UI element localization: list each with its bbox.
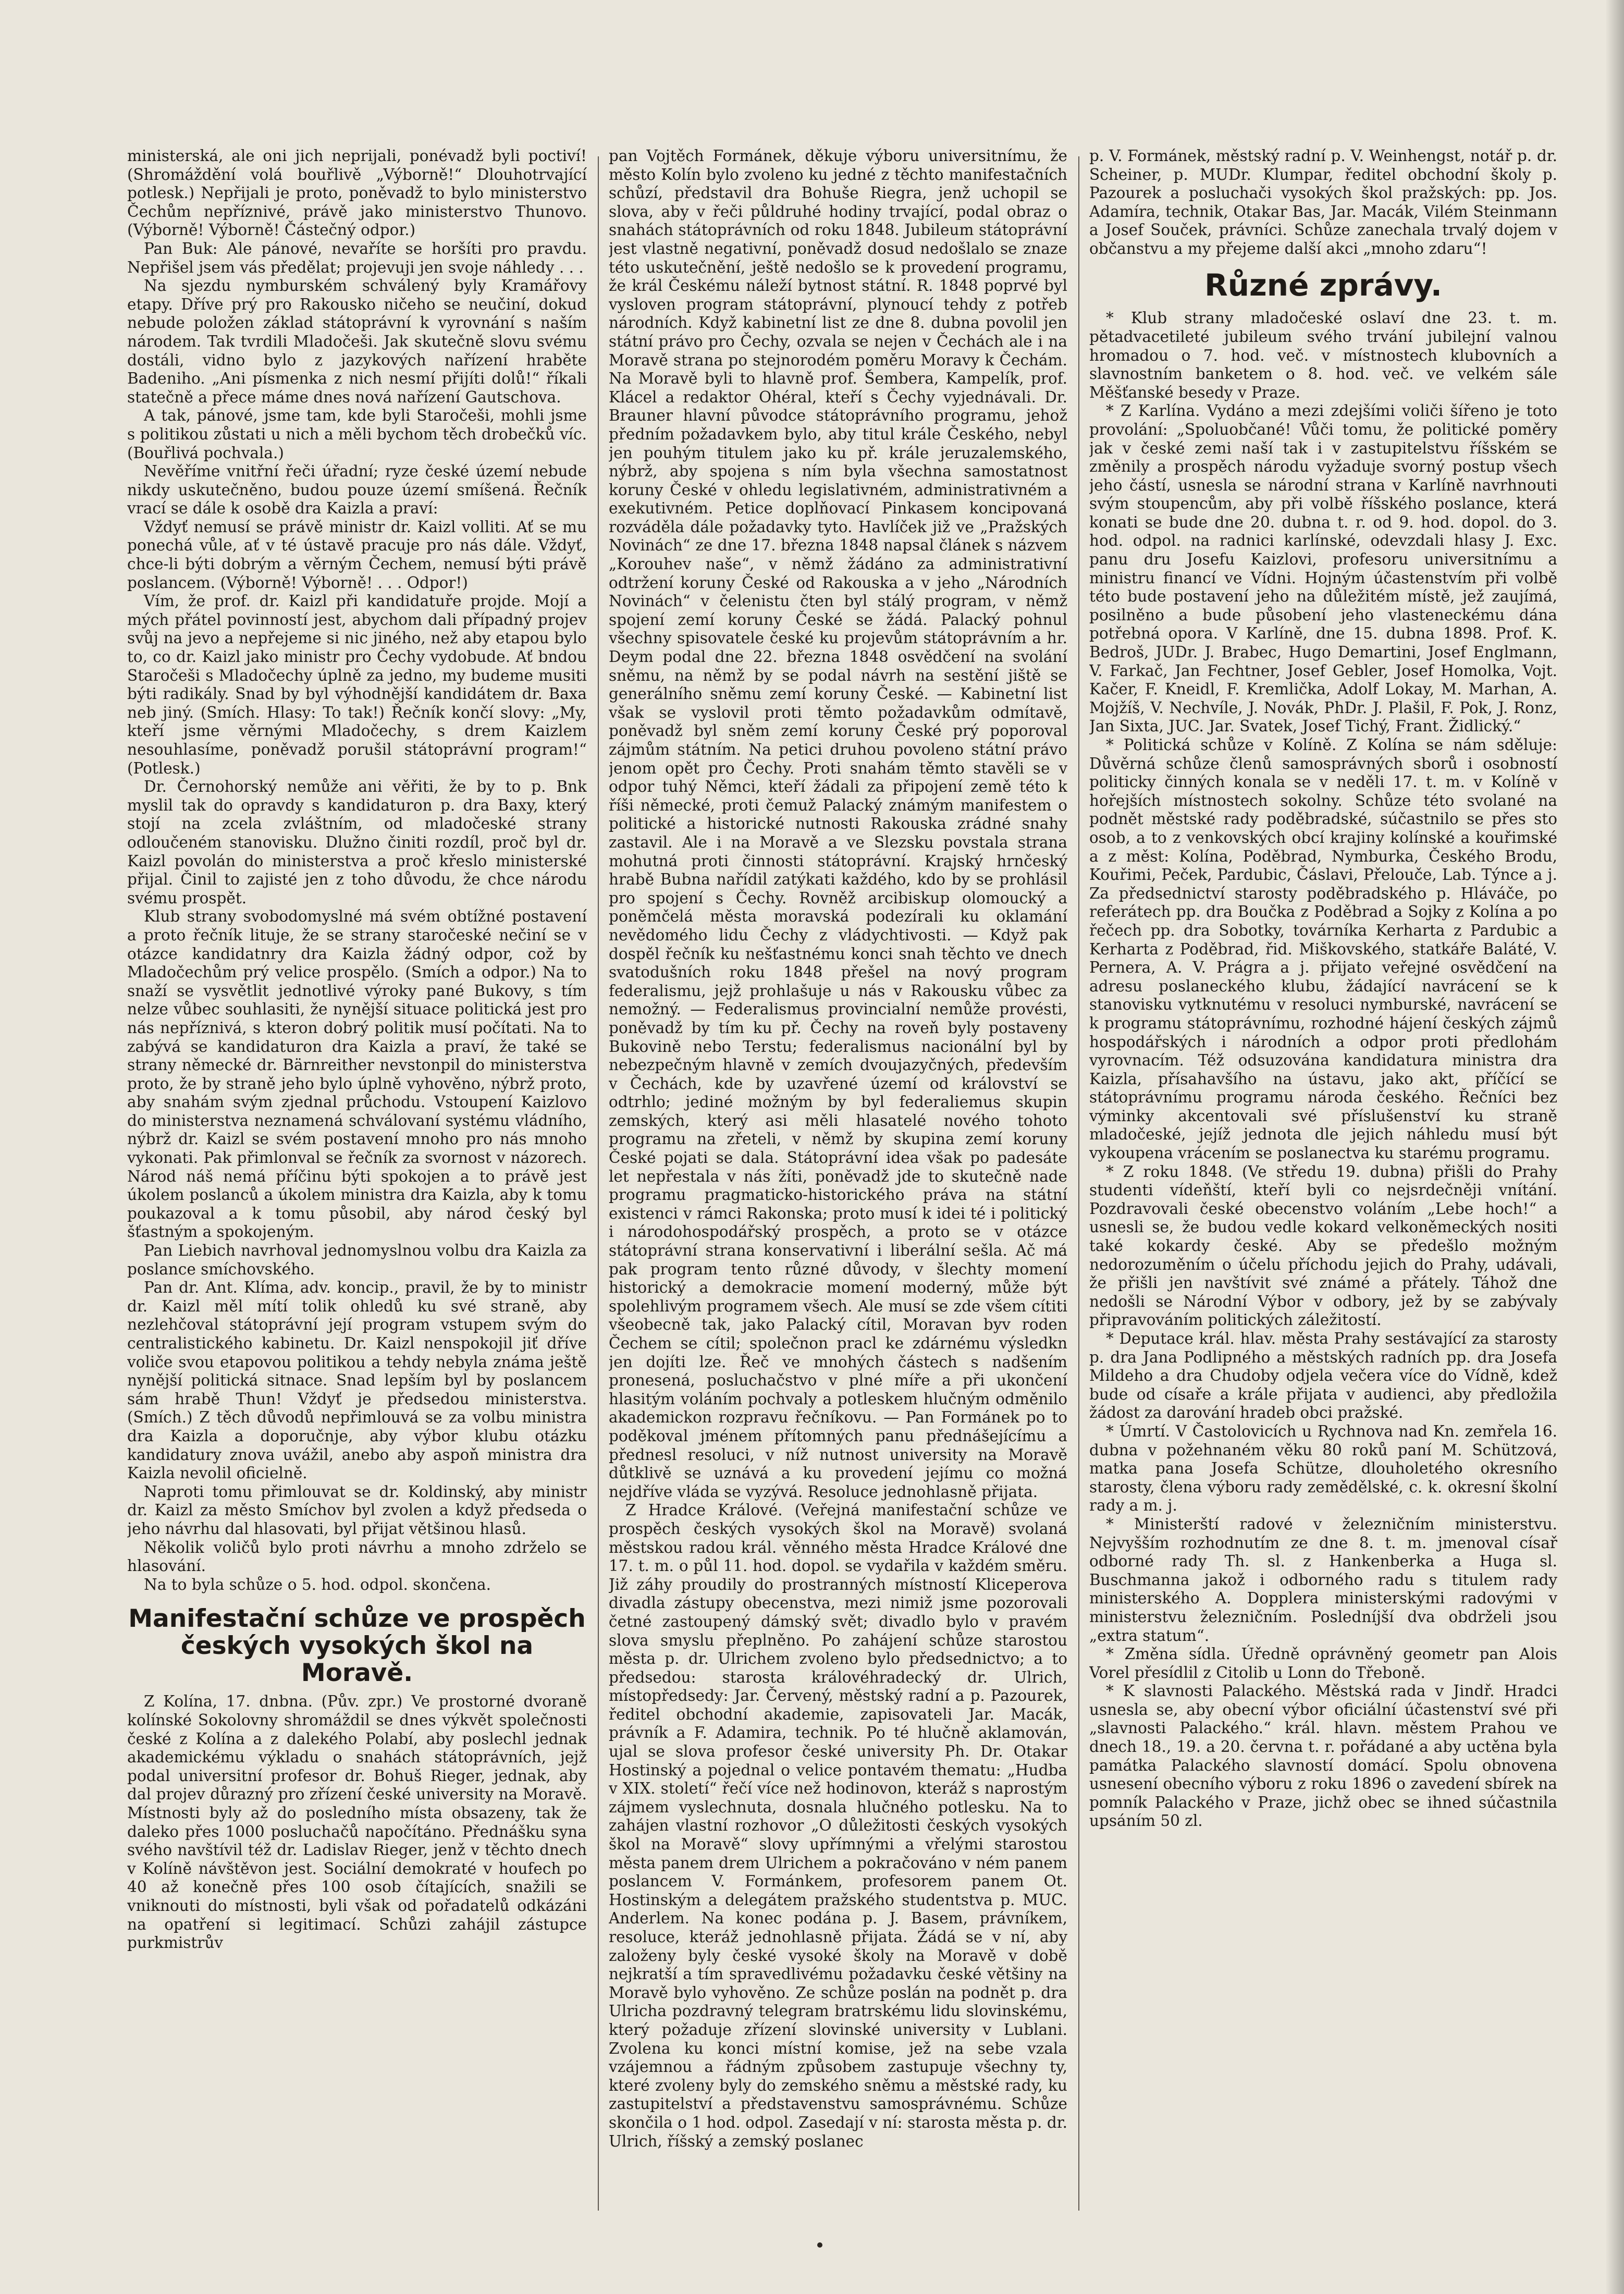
news-item: * Deputace král. hlav. města Prahy sestávající za starosty p. dra Jana Podlipného a městských radních pp. dra Josefa Mildeho a dra Chudoby odjela večera více do Vídně, kdež bude od císaře a krále přijata v audienci, aby předložila žádost za darování hradeb obci pražské. [1089, 1330, 1557, 1422]
news-item: * Z roku 1848. (Ve středu 19. dubna) přišli do Prahy studenti vídeňští, kteří byli co nejsrdečněji vnítání. Pozdravovali české obecenstvo voláním „Lebe hoch!“ a usnesli se, že budou vedle kokard velkoněmeckých nositi také kokardy české. Aby se předešlo možným nedorozuměním o účelu příchodu jejich do Prahy, udávali, že přišli jen navštívit své známé a přátely. Táhož dne nedošli se Národní Výbor v odbory, jež by se zabývaly připravováním politických záležitostí. [1089, 1162, 1557, 1329]
news-item: * Klub strany mladočeské oslaví dne 23. t. m. pětadvacetileté jubileum svého trvání jubilejní valnou hromadou o 7. hod. več. v místnostech klubovních a slavnostním banketem o 8. hod. več. ve velkém sále Měšťanské besedy v Praze. [1089, 309, 1557, 401]
paragraph: Z Hradce Králové. (Veřejná manifestační schůze ve prospěch českých vysokých škol na Moravě) svolaná městskou radou král. věnného města Hradce Králové dne 17. t. m. o půl 11. hod. dopol. se vydařila v každém směru. Již záhy proudily do prostranných místností Kliceperova divadla zástupy obecenstva, mezi nimiž jsme pozorovali četné zastoupený dámský svět; divadlo bylo v pravém slova smyslu přeplněno. Po zahájení schůze starostou města p. dr. Ulrichem zvoleno bylo předsednictvo; a to předsedou: starosta královéhradecký dr. Ulrich, místopředsedy: Jar. Červený, městský radní a p. Pazourek, ředitel obchodní akademie, zapisovateli Jar. Macák, právník a F. Adamira, technik. Po té hlučně aklamován, ujal se slova profesor české university Ph. Dr. Otakar Hostinský a pojednal o velice pontavém thematu: „Hudba v XIX. století“ řečí více než hodinovon, kteráž s naprostým zájmem vyslechnuta, dosnala hlučného potlesku. Na to zahájen vlastní rozhovor „O důležitosti českých vysokých škol na Moravě“ slovy upřímnými a vřelými starostou města panem drem Ulrichem a pokračováno v ném panem poslancem V. Formánkem, profesorem panem Ot. Hostinským a delegátem pražského studentstva p. MUC. Anderlem. Na konec podána p. J. Basem, právníkem, resoluce, kteráž jednohlasně přijata. Žádá se v ní, aby založeny byly české vysoké školy na Moravě v době nejkratší a tím spravedlivému požadavku české většiny na Moravě bylo vyhověno. Ze schůze poslán na podnět p. dra Ulricha pozdravný telegram bratrskému lidu slovinskému, který požaduje zřízení slovinské university v Lublani. Zvolena ku konci místní komise, jež na sebe vzala vzájemnou a řádným způsobem zastupuje všechny ty, které zvoleny byly do zemského sněmu a městské rady, ku zastupitelství a představenstvu samosprávnému. Schůze skončila o 1 hod. odpol. Zasedají v ní: starosta města p. dr. Ulrich, říšský a zemský poslanec [609, 1501, 1067, 2150]
column-2 [609, 147, 1067, 2220]
paragraph: Několik voličů bylo proti návrhu a mnoho zdrželo se hlasování. [127, 1538, 587, 1575]
paragraph: Vždyť nemusí se právě ministr dr. Kaizl volliti. Ať se mu ponechá vůle, ať v té ústavě pracuje pro nás dále. Vždyť, chce-li býti dobrým a věrným Čechem, nemusí býti právě poslancem. (Výborně! Výborně! . . . Odpor!) [127, 518, 587, 592]
page-mark-dot [817, 2242, 822, 2248]
section-heading-manifestacni-schuze: Manifestační schůze ve prospěch českých vysokých škol na Moravě. [128, 1604, 586, 1687]
column-3 [1089, 147, 1557, 2220]
page-edge-shadow [1605, 0, 1624, 2294]
paragraph: Pan Buk: Ale pánové, nevaříte se horšíti pro pravdu. Nepřišel jsem vás předělat; projevuji jen svoje náhledy . . . [127, 239, 587, 276]
paragraph: Na sjezdu nymburském schválený byly Kramářovy etapy. Dříve prý pro Rakousko ničeho se neučiní, dokud nebude položen základ státoprávní k vyrovnání s naším národem. Tak tvrdili Mladočeši. Jak skutečně slovu svému dostáli, vidno bylo z jazykových nařízení hraběte Badeniho. „Ani písmenka z nich nesmí přijíti dolů!“ říkali statečně a přece máme dnes nová nařízení Gautschova. [127, 277, 587, 406]
column-rule-1 [598, 156, 599, 2211]
news-item: * Politická schůze v Kolíně. Z Kolína se nám sděluje: Důvěrná schůze členů samosprávných sborů i osobností politicky činných konala se v neděli 17. t. m. v Kolíně v hořejších místnostech sokolny. Schůze této svolané na podnět městské rady poděbradské, súčastnilo se přes sto osob, a to z venkovských obcí krajiny kolínské a kouřimské a z měst: Kolína, Poděbrad, Nymburka, Českého Brodu, Kouřimi, Peček, Pardubic, Čáslavi, Přelouče, Lab. Týnce a j. Za předsednictví starosty poděbradského p. Hláváče, po referátech pp. dra Boučka z Poděbrad a Sojky z Kolína a po řečech pp. dra Sobotky, továrníka Kerharta z Pardubic a Kerharta z Poděbrad, řid. Miškovského, statkáře Baláté, V. Pernera, A. V. Prágra a j. přijato veřejné osvědčení na adresu poslaneckého klubu, žádající navrácení se k stanovisku vytknutému v resoluci nymburské, navrácení se k programu státoprávnímu, rozhodné hájení českých zájmů hospodářských i národních a odpor proti předlohám vyrovnacím. Též odsuzována kandidatura ministra dra Kaizla, přísahavšího na ústavu, jako akt, příčící se státoprávnímu programu národa českého. Řečníci bez výminky akcentovali své příslušenství ku straně mladočeské, jejíž jednota dle jejich náhledu musí být vykoupena vrácením se poslanectva ku starému programu. [1089, 736, 1557, 1162]
paragraph: ministerská, ale oni jich neprijali, ponévadž byli poctiví! (Shromáždění volá bouřlivě „Výborně!“ Dlouhotrvající potlesk.) Nepřijali je proto, poněvadž to bylo ministerstvo Čechům nepříznivé, právě jako ministerstvo Thunovo. (Výborně! Výborně! Částečný odpor.) [127, 147, 587, 239]
paragraph: Z Kolína, 17. dnbna. (Pův. zpr.) Ve prostorné dvoraně kolínské Sokolovny shromáždil se dnes výkvět společnosti české z Kolína a z dalekého Polabí, aby poslechl jednak akademickému výkladu o snahách státoprávních, jejž podal universitní profesor dr. Bohuš Rieger, jednak, aby dal projev důrazný pro zřízení české university na Moravě. Místnosti byly až do posledního místa obsazeny, tak že daleko přes 1000 posluchačů napočítáno. Přednášku syna svého navštívil též dr. Ladislav Rieger, jenž v těchto dnech v Kolíně návštěvon jest. Sociální demokraté v houfech po 40 až konečně přes 100 osob čítajících, snažili se vniknouti do místnosti, byli však od pořadatelů odkázáni na opatření si legitimací. Schůzi zahájil zástupce purkmistrův [127, 1692, 587, 1952]
paragraph: Pan dr. Ant. Klíma, adv. koncip., pravil, že by to ministr dr. Kaizl měl mítí tolik ohledů ku své straně, aby nezlehčoval státoprávní její program vstupem svým do centralistického kabinetu. Dr. Kaizl nenspokojil jiť dříve voliče svou etapovou politikou a tehdy nebyla známa ještě nynější politická sitnace. Snad lepším byl by poslancem sám hrabě Thun! Vždyť je předsedou ministerstva. (Smích.) Z těch důvodů nepřimlouvá se za volbu ministra dra Kaizla a doporučnje, aby výbor klubu otázku kandidatury znova uvážil, anebo aby aspoň ministra dra Kaizla nevolil oficielně. [127, 1279, 587, 1482]
paragraph: A tak, pánové, jsme tam, kde byli Staročeši, mohli jsme s politikou zůstati u nich a měli bychom těch drobečků víc. (Bouřlivá pochvala.) [127, 407, 587, 462]
paragraph: Dr. Černohorský nemůže ani věřiti, že by to p. Bnk myslil tak do opravdy s kandidaturon p. dra Baxy, který stojí na zcela zvláštním, od mladočeské strany odloučeném stanovisku. Dlužno činiti rozdíl, proč byl dr. Kaizl povolán do ministerstva a proč křeslo ministerské přijal. Činil to zajisté jen z toho důvodu, že chce národu svému prospět. [127, 778, 587, 907]
paragraph: p. V. Formánek, městský radní p. V. Weinhengst, notář p. dr. Scheiner, p. MUDr. Klumpar, ředitel obchodní školy p. Pazourek a posluchači vysokých škol pražských: pp. Jos. Adamíra, technik, Otakar Bas, Jar. Macák, Vilém Steinmann a Josef Souček, právníci. Schůze zanechala trvalý dojem v občanstvu a my přejeme další akci „mnoho zdaru“! [1089, 147, 1557, 257]
paragraph: Pan Liebich navrhoval jednomyslnou volbu dra Kaizla za poslance smíchovského. [127, 1242, 587, 1278]
news-item: * Z Karlína. Vydáno a mezi zdejšími voliči šířeno je toto provolání: „Spoluobčané! Vůči tomu, že politické poměry jak v české zemi naší tak i v zastupitelstvu říšském se změnily a prospěch národu vyžaduje svorný postup všech jeho částí, usnesla se národní strana v Karlíně navrhnouti svým stoupencům, aby při volbě říšského poslance, která konati se bude dne 20. dubna t. r. od 9. hod. dopol. do 3. hod. odpol. na radnici karlínské, odevzdali hlasy J. Exc. panu dru Josefu Kaizlovi, profesoru universitnímu a ministru financí ve Vídni. Hojným účastenstvím při volbě této bude postavení jeho na důležitém místě, jež zaujímá, posilněno a bude působení jeho vlasteneckému dána potřebná opora. V Karlíně, dne 15. dubna 1898. Prof. K. Bedroš, JUDr. J. Brabec, Hugo Demartini, Josef Englmann, V. Farkač, Jan Fechtner, Josef Gebler, Josef Homolka, Vojt. Kačer, F. Kneidl, F. Kremlička, Adolf Lokay, M. Marhan, A. Mojžíš, V. Nechvíle, J. Novák, PhDr. J. Plašil, F. Pok, J. Ronz, Jan Sixta, JUC. Jar. Svatek, Josef Tichý, Frant. Židlický.“ [1089, 402, 1557, 735]
paragraph: Na to byla schůze o 5. hod. odpol. skončena. [144, 1575, 491, 1593]
section-heading-ruzne-zpravy: Různé zprávy. [1204, 267, 1442, 303]
paragraph: Vím, že prof. dr. Kaizl při kandidatuře projde. Mojí a mých přátel povinností jest, abychom dali případný projev svůj na jevo a nepřejeme si nic jiného, než aby etapou bylo to, co dr. Kaizl jako ministr pro Čechy vydobude. Ať bndou Staročeši s Mladočechy úplně za jedno, my budeme musiti býti radikály. Snad by byl výhodnější kandidátem dr. Baxa neb jiný. (Smích. Hlasy: To tak!) Řečník končí slovy: „My, kteří jsme věrnými Mladočechy, s drem Kaizlem nesouhlasíme, poněvadž porušil státoprávní program!“ (Potlesk.) [127, 592, 587, 777]
news-item: * Ministerští radové v železničním ministerstvu. Nejvyšším rozhodnutím ze dne 8. t. m. jmenoval císař odborné rady Th. sl. z Hankenberka a Huga sl. Buschmanna jakož i odborného radu s titulem rady ministerského A. Dopplera ministerskými radovými v ministerstvu železničním. Posledníjší dva obdrželi jsou „extra statum“. [1089, 1515, 1557, 1645]
paragraph: Klub strany svobodomyslné má svém obtížné postavení a proto řečník lituje, že se strany staročeské nečiní se v otázce kandidatnry dra Kaizla žádný odpor, což by Mladočechům prý velice prospělo. (Smích a odpor.) Na to snaží se vysvětlit jednotlivé výroky pané Bukovy, s tím nelze vůbec souhlasiti, že nynější situace politická jest pro nás nepříznivá, s kteron dobrý politik musí počítati. Na to zabývá se kandidaturon dra Kaizla a praví, že také se strany německé dr. Bärnreither nevstonpil do ministerstva proto, že by straně jeho bylo úplně vyhověno, nýbrž proto, aby snahám svým zjednal průchodu. Vstoupení Kaizlovo do ministerstva neznamená schválovaní systému vládního, nýbrž dr. Kaizl se svém postavení mnoho pro nás mnoho vykonati. Pak přimlonval se řečník za svornost v názorech. Národ náš nemá příčinu býti spokojen a to právě jest úkolem poslanců a úkolem ministra dra Kaizla, aby k tomu poukazoval a k tomu působil, aby národ český byl šťastným a spokojeným. [127, 907, 587, 1241]
column-rule-2 [1078, 156, 1079, 2211]
news-item: * Změna sídla. Úředně oprávněný geometr pan Alois Vorel přesídlil z Citolib u Lonn do Třeboně. [1089, 1645, 1557, 1682]
paragraph: pan Vojtěch Formánek, děkuje výboru universitnímu, že město Kolín bylo zvoleno ku jedné z těchto manifestačních schůzí, představil dra Bohuše Riegra, jenž uchopil se slova, aby v řeči půldruhé hodiny trvající, podal obraz o snahách státoprávních od roku 1848. Jubileum státoprávní jest vlastně negativní, poněvadž dosud nedošlalo se znaze této uskutečnění, ještě nedošlo se k provedení programu, že král Českému náleží bytnost státní. R. 1848 poprvé byl vysloven program státoprávní, plynoucí tehdy z potřeb národních. Když kabinetní list ze dne 8. dubna povolil jen státní právo pro Čechy, ozvala se nejen v Čechách ale i na Moravě strana po stejnorodém poměru Moravy k Čechám. Na Moravě byli to hlavně prof. Šembera, Kampelík, prof. Klácel a redaktor Ohéral, kteří s Čechy vyjednávali. Dr. Brauner hlavní původce státoprávního programu, jehož předním požadavkem bylo, aby titul krále Českého, nebyl jen pouhým titulem jako ku př. krále jeruzalemského, nýbrž, aby spojena s ním byla všechna samostatnost koruny České v ohledu legislativném, administrativném a exekutivném. Petice doplňovací Pinkasem koncipovaná rozváděla dále požadavky tyto. Havlíček již ve „Pražských Novinách“ ze dne 17. března 1848 napsal článek s názvem „Korouhev naše“, v němž žádáno za administrativní odtržení koruny České od Rakouska a v jeho „Národních Novinách“ v čelenistu čten byl stálý program, v němž spojení zemí koruny České se žádá. Palacký pohnul všechny spisovatele české ku projevům státoprávním a hr. Deym podal dne 22. března 1848 osvědčení na svolání sněmu, na němž by se podal návrh na sestění jiště se generálního sněmu zemí koruny České. — Kabinetní list však se vyslovil proti těmto požadavkům odmítavě, poněvadž byl sněm zemí koruny České prý poporoval zájmům státním. Na petici druhou povoleno státní právo jenom opět pro Čechy. Proti snahám těmto stavěli se v odpor tuhý Němci, kteří žádali za připojení země této k říši německé, proti čemuž Palacký známým manifestem o politické a historické nutnosti Rakouska zrádné snahy zastavil. Ale i na Moravě a ve Slezsku povstala strana mohutná proti činnosti státoprávní. Krajský hrnčeský hrabě Bubna nařídil zatýkati každého, kdo by se prohlásil pro spojení s Čechy. Rovněž arcibiskup olomoucký a poněmčelá města moravská podezírali ku oklamání nevědomého lidu Čechy z vládychtivosti. — Když pak dospěl řečník ku nešťastnému konci snah těchto ve dnech svatodušních roku 1848 přešel na nový program federalismu, jejž prohlašuje u nás v Rakousku vůbec za nemožný. — Federalismus provincialní nemůže provésti, poněvadž by tím ku př. Čechy na roveň byly postaveny Bukovině nebo Terstu; federalismus nacionální byl by nebezpečným hlavně v zemích dvoujazyčných, především v Čechách, kde by uzavřené území od království se odtrhlo; jediné možným by byl federaliemus skupin zemských, který asi měli hlasatelé nového tohoto programu na zřeteli, v němž by skupina zemí koruny České pojati se dala. Státoprávní idea však po padesáte let nepřestala v nás žíti, poněvadž jde to skutečně nade programu pragmaticko-historického práva na státní existenci v rámci Rakonska; proto musí k idei té i politický i národohospodářský prospěch, a proto se v otázce státoprávní strana konservativní i liberální sešla. Ač má pak program tento různé důvody, v šlechty momení historický a demokracie momení moderný, může být spolehlivým programem všech. Ale musí se zde všem cítiti všeobecně tak, jako Palacký cítil, Moravan byv roden Čechem se cítil; společnon pracl ke zdárnému výsledkn jen dojíti lze. Řeč ve mnohých částech s nadšením pronesená, posluchačstvo v plné míře a při ukončení hlasitým voláním pochvaly a potleskem hlučným odměnilo akademickon rozpravu řečníkovu. — Pan Formánek po to poděkoval jménem přítomných panu přednášejícímu a přednesl resoluci, v níž nutnost university na Moravě důtklivě se uznává a ku provedení jejímu co možná nejdříve vláda se vyzývá. Resoluce jednohlasně přijata. [609, 147, 1067, 1501]
news-item: * K slavnosti Palackého. Městská rada v Jindř. Hradci usnesla se, aby obecní výbor oficiální účastenství své při „slavnosti Palackého.“ král. hlavn. městem Prahou ve dnech 18., 19. a 20. června t. r. pořádané a aby uctěna byla památka Palackého slavností domácí. Spolu obnovena usnesení obecního výboru z roku 1896 o zavedení sbírek na pomník Palackého v Praze, jichž obec se ihned súčastnila upsáním 50 zl. [1089, 1682, 1557, 1830]
news-item: * Úmrtí. V Častolovicích u Rychnova nad Kn. zemřela 16. dubna v požehnaném věku 80 roků paní M. Schützová, matka pana Josefa Schütze, dlouholetého okresního starosty, člena výboru rady zemědělské, c. k. okresní školní rady a m. j. [1089, 1422, 1557, 1515]
paragraph: Naproti tomu přimlouvat se dr. Koldinský, aby ministr dr. Kaizl za město Smíchov byl zvolen a když předseda o jeho návrhu dal hlasovati, byl přijat většinou hlasů. [127, 1482, 587, 1538]
paragraph: Nevěříme vnitřní řeči úřadní; ryze české území nebude nikdy uskutečněno, budou pouze území smíšená. Řečník vrací se dále k osobě dra Kaizla a praví: [127, 462, 587, 518]
column-1 [127, 147, 587, 2220]
